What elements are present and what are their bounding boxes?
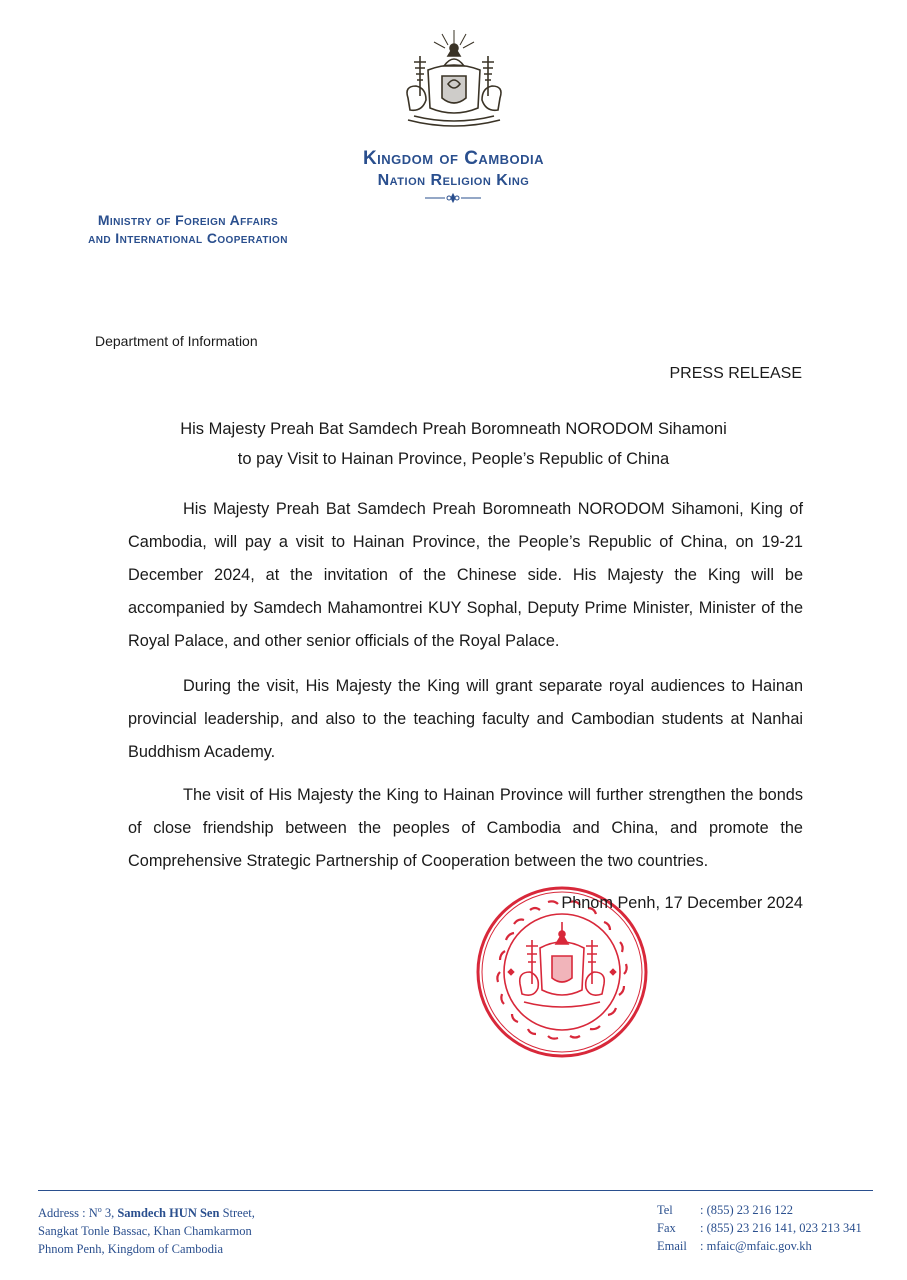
title-line-1: His Majesty Preah Bat Samdech Preah Boromneath NORODOM Sihamoni xyxy=(180,420,727,438)
fax-row xyxy=(657,1219,897,1237)
address-line-3: Phnom Penh, Kingdom of Cambodia xyxy=(38,1242,224,1257)
press-release-label: PRESS RELEASE xyxy=(669,365,802,382)
paragraph-2: During the visit, His Majesty the King will grant separate royal audiences to Hainan provincial leadership, and also to the teaching faculty and Cambodian students at Nanhai Buddhism Academy. xyxy=(128,677,803,761)
paragraph-3: The visit of His Majesty the King to Hainan Province will further strengthen the bonds of close friendship between the peoples of Cambodia and China, and promote the Comprehensive Strategic Partnership of Cooperation between the two countries. xyxy=(128,786,803,870)
email-row xyxy=(657,1237,897,1255)
title-line-2: to pay Visit to Hainan Province, People’s Republic of China xyxy=(237,450,670,468)
email-value: : mfaic@mfaic.gov.kh xyxy=(700,1239,812,1253)
fax-label: Fax xyxy=(657,1221,676,1235)
dateline: Phnom Penh, 17 December 2024 xyxy=(561,894,803,912)
national-motto: Nation Religion King xyxy=(377,172,530,189)
tel-row xyxy=(657,1201,897,1219)
ministry-line-1: Ministry of Foreign Affairs xyxy=(97,212,279,228)
department-name: Department of Information xyxy=(95,333,258,349)
tel-label: Tel xyxy=(657,1203,673,1217)
footer-contact xyxy=(657,1201,897,1255)
footer-divider xyxy=(38,1190,873,1191)
footer-address xyxy=(38,1201,458,1258)
address-number-sup: o xyxy=(97,1205,102,1214)
address-label: Address : N xyxy=(38,1206,98,1221)
address-line-2: Sangkat Tonle Bassac, Khan Chamkarmon xyxy=(38,1224,252,1239)
ministry-line-2: and International Cooperation xyxy=(88,230,288,246)
tel-value: : (855) 23 216 122 xyxy=(700,1203,794,1217)
email-label: Email xyxy=(657,1239,687,1253)
address-street-suffix: Street, xyxy=(219,1206,255,1221)
kingdom-name: Kingdom of Cambodia xyxy=(362,148,545,169)
ministry-heading xyxy=(38,211,338,247)
paragraph-1: His Majesty Preah Bat Samdech Preah Boromneath NORODOM Sihamoni, King of Cambodia, will pay a visit to Hainan Province, the People’s Republic of China, on 19-21 December 2024, at the invitation of the Chinese side. His Majesty the King will be accompanied by Samdech Mahamontrei KUY Sophal, Deputy Prime Minister, Minister of the Royal Palace, and other senior officials of the Royal Palace. xyxy=(128,500,803,650)
royal-arms-emblem-icon xyxy=(398,26,510,138)
address-street-name: Samdech HUN Sen xyxy=(117,1206,220,1221)
kingdom-heading xyxy=(240,148,667,192)
divider-ornament-icon xyxy=(423,193,483,203)
address-line-1 xyxy=(38,1201,458,1222)
press-release-title xyxy=(100,414,807,474)
fax-value: : (855) 23 216 141, 023 213 341 xyxy=(700,1221,862,1235)
address-number: 3, xyxy=(101,1206,118,1221)
